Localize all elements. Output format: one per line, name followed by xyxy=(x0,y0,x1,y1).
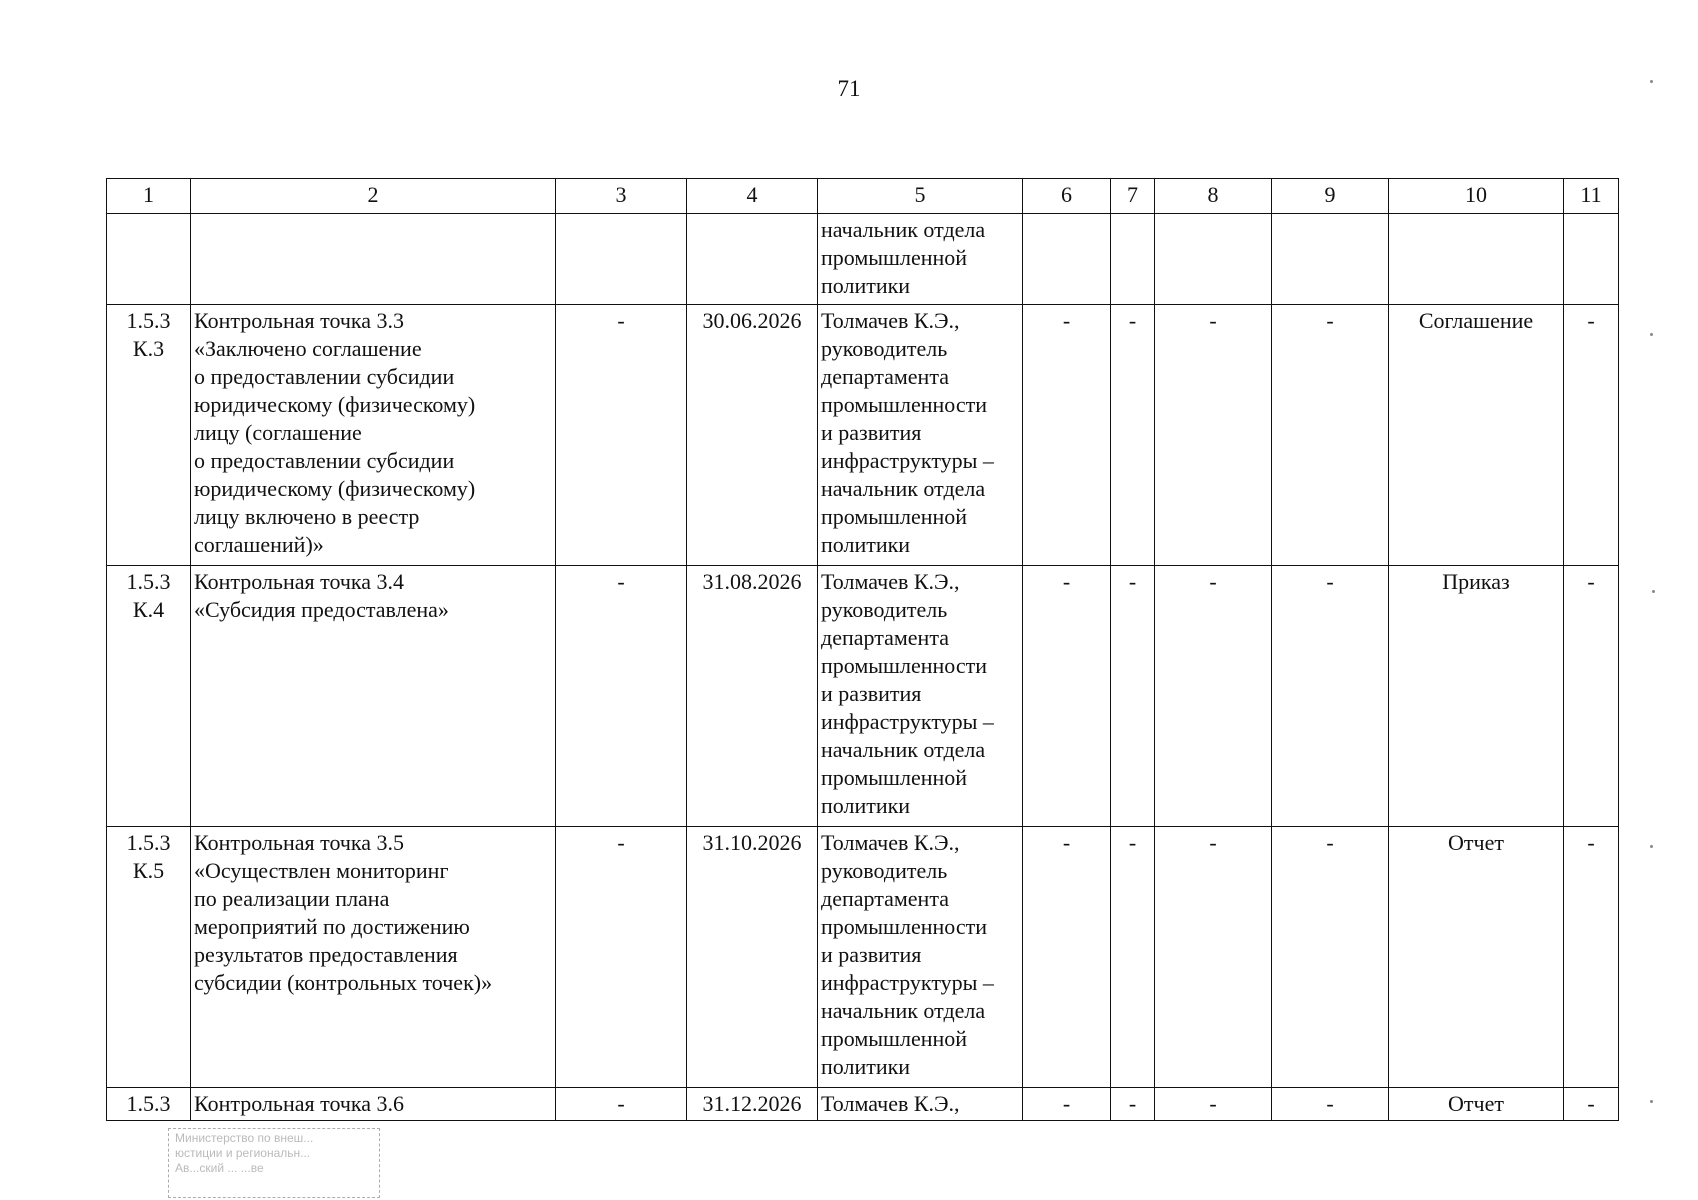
table-row xyxy=(107,305,1619,566)
cell-name xyxy=(191,214,556,305)
scan-speck xyxy=(1650,333,1653,336)
cell-col7: - xyxy=(1111,566,1155,827)
cell-col6 xyxy=(1023,214,1111,305)
scan-speck xyxy=(1650,1100,1653,1103)
column-header: 2 xyxy=(191,179,556,214)
table-row-continuation xyxy=(107,214,1619,305)
table-row xyxy=(107,827,1619,1088)
cell-date: 31.10.2026 xyxy=(687,827,818,1088)
cell-col6: - xyxy=(1023,566,1111,827)
cell-col11 xyxy=(1564,214,1619,305)
cell-document: Соглашение xyxy=(1389,305,1564,566)
cell-responsible: Толмачев К.Э., руководитель департамента промышленности и развития инфраструктуры – начальник отдела промышленной политики xyxy=(818,827,1023,1088)
stamp-line: юстиции и региональн... xyxy=(175,1146,311,1160)
cell-col11: - xyxy=(1564,827,1619,1088)
cell-col7: - xyxy=(1111,305,1155,566)
registration-stamp xyxy=(168,1128,380,1198)
cell-col3: - xyxy=(556,305,687,566)
column-header: 8 xyxy=(1155,179,1272,214)
cell-col6: - xyxy=(1023,1088,1111,1121)
cell-number: 1.5.3 xyxy=(107,1088,191,1121)
cell-number: 1.5.3 К.5 xyxy=(107,827,191,1088)
cell-col3: - xyxy=(556,566,687,827)
cell-date: 31.12.2026 xyxy=(687,1088,818,1121)
page-number: 71 xyxy=(837,76,861,101)
column-header: 9 xyxy=(1272,179,1389,214)
column-header: 5 xyxy=(818,179,1023,214)
cell-document: Приказ xyxy=(1389,566,1564,827)
cell-col6: - xyxy=(1023,305,1111,566)
cell-col11: - xyxy=(1564,305,1619,566)
cell-col9: - xyxy=(1272,1088,1389,1121)
header-row xyxy=(107,179,1619,214)
cell-number: 1.5.3 К.3 xyxy=(107,305,191,566)
cell-col3: - xyxy=(556,1088,687,1121)
cell-col8: - xyxy=(1155,305,1272,566)
cell-col7 xyxy=(1111,214,1155,305)
stamp-line: Ав...ский ... ...ве xyxy=(175,1161,264,1175)
column-header: 4 xyxy=(687,179,818,214)
stamp-line: Министерство по внеш... xyxy=(175,1131,314,1145)
cell-responsible: Толмачев К.Э., xyxy=(818,1088,1023,1121)
cell-responsible: Толмачев К.Э., руководитель департамента промышленности и развития инфраструктуры – начальник отдела промышленной политики xyxy=(818,305,1023,566)
cell-col7: - xyxy=(1111,1088,1155,1121)
cell-col7: - xyxy=(1111,827,1155,1088)
cell-document xyxy=(1389,214,1564,305)
cell-number: 1.5.3 К.4 xyxy=(107,566,191,827)
column-header: 11 xyxy=(1564,179,1619,214)
cell-name: Контрольная точка 3.3 «Заключено соглашение о предоставлении субсидии юридическому (физическому) лицу (соглашение о предоставлении субсидии юридическому (физическому) лицу включено в реестр соглашений)» xyxy=(191,305,556,566)
cell-responsible: начальник отдела промышленной политики xyxy=(818,214,1023,305)
cell-col8: - xyxy=(1155,566,1272,827)
cell-col8: - xyxy=(1155,1088,1272,1121)
cell-document: Отчет xyxy=(1389,827,1564,1088)
scan-speck xyxy=(1650,80,1653,83)
cell-col9: - xyxy=(1272,566,1389,827)
cell-col3: - xyxy=(556,827,687,1088)
cell-name: Контрольная точка 3.4 «Субсидия предоставлена» xyxy=(191,566,556,827)
table-row xyxy=(107,566,1619,827)
scan-speck xyxy=(1650,845,1653,848)
column-header: 7 xyxy=(1111,179,1155,214)
column-header: 3 xyxy=(556,179,687,214)
cell-date xyxy=(687,214,818,305)
cell-col9: - xyxy=(1272,305,1389,566)
column-header: 10 xyxy=(1389,179,1564,214)
cell-document: Отчет xyxy=(1389,1088,1564,1121)
column-header: 1 xyxy=(107,179,191,214)
cell-col8 xyxy=(1155,214,1272,305)
cell-date: 31.08.2026 xyxy=(687,566,818,827)
cell-col11: - xyxy=(1564,1088,1619,1121)
cell-col3 xyxy=(556,214,687,305)
table-row xyxy=(107,1088,1619,1121)
cell-number xyxy=(107,214,191,305)
cell-name: Контрольная точка 3.5 «Осуществлен мониторинг по реализации плана мероприятий по достижению результатов предоставления субсидии (контрольных точек)» xyxy=(191,827,556,1088)
cell-col8: - xyxy=(1155,827,1272,1088)
cell-col6: - xyxy=(1023,827,1111,1088)
cell-name: Контрольная точка 3.6 xyxy=(191,1088,556,1121)
cell-col11: - xyxy=(1564,566,1619,827)
cell-col9 xyxy=(1272,214,1389,305)
scan-speck xyxy=(1652,590,1655,593)
cell-responsible: Толмачев К.Э., руководитель департамента промышленности и развития инфраструктуры – начальник отдела промышленной политики xyxy=(818,566,1023,827)
cell-date: 30.06.2026 xyxy=(687,305,818,566)
cell-col9: - xyxy=(1272,827,1389,1088)
column-header: 6 xyxy=(1023,179,1111,214)
control-points-table xyxy=(106,178,1619,1121)
